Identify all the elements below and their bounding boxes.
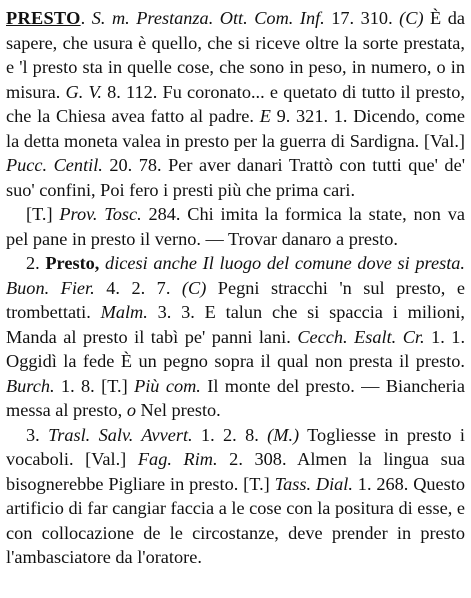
entry-paragraph-3: 2. Presto, dicesi anche Il luogo del comune dove si presta. Buon. Fier. 4. 2. 7. (C) Pegni stracchi 'n sul presto, e trombettati. Malm. 3. 3. E talun che si spaccia i milioni, Manda al presto il tabì pe' panni lani. Cecch. Esalt. Cr. 1. 1. Oggidì la fede È un pegno sopra il qual non presta il presto. Burch. 1. 8. [T.] Più com. Il monte del presto. — Biancheria messa al presto, o Nel presto.	[6, 253, 466, 420]
entry-paragraph-1: PRESTO. S. m. Prestanza. Ott. Com. Inf. 17. 310. (C) È da sapere, che usura è quello, che si riceve oltre la sorte prestata, e 'l presto sta in quelle cose, che sono in peso, in numero, o in misura. G. V. 8. 112. Fu coronato... e quetato di tutto il presto, che la Chiesa avea fatto al padre. E 9. 321. 1. Dicendo, come la detta moneta valea in presto per la guerra di Sardigna. [Val.] Pucc. Centil. 20. 78. Per aver danari Trattò con tutti que' de' suo' confini, Poi fero i presti più che prima cari.	[6, 8, 466, 200]
sense-headword: Presto,	[45, 253, 100, 273]
entry-paragraph-2: [T.] Prov. Tosc. 284. Chi imita la formica la state, non va pel pane in presto il verno. — Trovar danaro a presto.	[6, 204, 465, 249]
entry-paragraph-4: 3. Trasl. Salv. Avvert. 1. 2. 8. (M.) Togliesse in presto i vocaboli. [Val.] Fag. Rim. 2. 308. Almen la lingua sua bisognerebbe Pigliare in presto. [T.] Tass. Dial. 1. 268. Questo artificio di far cangiar faccia a le cose con la positura di esse, e con collocazione de le circostanze, deve prender in presto l'ambasciatore da l'oratore.	[6, 424, 466, 567]
entry-headword: PRESTO	[6, 8, 81, 28]
dictionary-page	[6, 6, 465, 570]
